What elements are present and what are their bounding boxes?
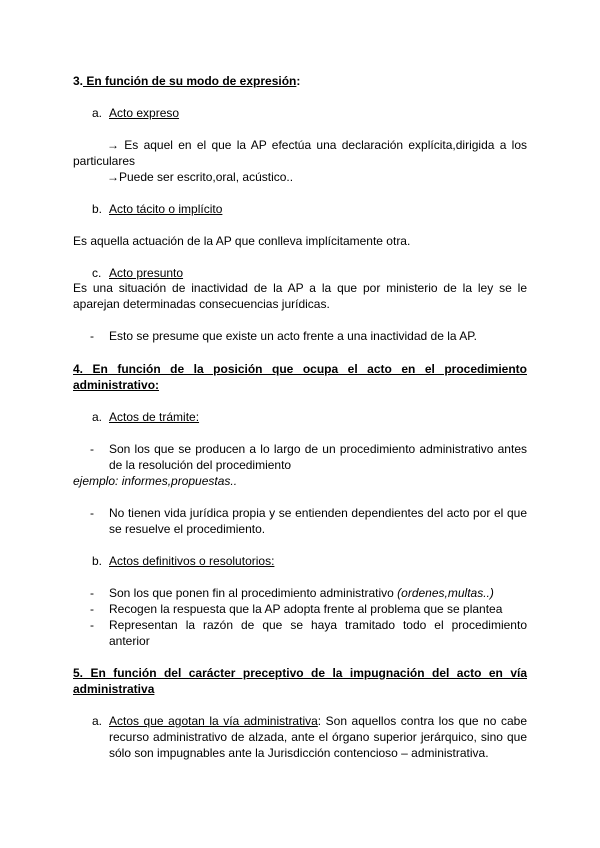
item-4a-example: ejemplo: informes,propuestas.. [73,474,238,488]
section-4-title-line1: 4. En función de la posición que ocupa el acto en el procedimiento [73,362,527,376]
bullet-dash: - [90,602,94,616]
item-4b-bullet3-line1: Representan la razón de que se haya tramitado todo el procedimiento [109,618,527,632]
item-4a-bullet2-line1: No tienen vida jurídica propia y se entienden dependientes del acto por el que [109,506,527,520]
section-3-colon: : [296,74,301,88]
item-4a-title: Actos de trámite: [109,410,200,424]
item-5a-line2: recurso administrativo de alzada, ante el órgano superior jerárquico, sino que [109,730,527,744]
item-5a-line1 [109,713,527,729]
item-4a-bullet1-line1: Son los que se producen a lo largo de un procedimiento administrativo antes [109,442,527,456]
bullet-dash: - [90,618,94,632]
item-3a-line3: →Puede ser escrito,oral, acústico.. [107,170,294,184]
item-3b-label: b. [92,202,103,216]
item-4a-bullet2-line2: se resuelve el procedimiento. [109,522,266,536]
item-4b-bullet3-line2: anterior [109,634,150,648]
item-3c-line1: Es una situación de inactividad de la AP a la que por ministerio de la ley se le [73,281,527,295]
item-4b-title: Actos definitivos o resolutorios: [109,554,275,568]
item-4a-bullet1-line2: de la resolución del procedimiento [109,458,292,472]
item-3b-title: Acto tácito o implícito [109,202,223,216]
bullet-dash: - [90,329,94,343]
section-3-number: 3. [73,74,84,88]
item-5a-line1-rest: : Son aquellos contra los que no cabe [317,714,528,728]
item-4b-bullet1-text: Son los que ponen fin al procedimiento administrativo [109,586,398,600]
item-4b-label: b. [92,554,103,568]
item-4b-bullet1-italic: (ordenes,multas..) [397,586,494,600]
section-3-heading [73,73,300,89]
item-5a-line3: sólo son impugnables ante la Jurisdicción contencioso – administrativa. [109,746,489,760]
item-3c-label: c. [92,266,102,280]
item-3a-label: a. [92,106,103,120]
section-5-title-line2: administrativa [73,682,155,696]
item-3b-text: Es aquella actuación de la AP que conlleva implícitamente otra. [73,234,411,248]
item-3a-line1: → Es aquel en el que la AP efectúa una declaración explícita,dirigida a los [107,138,527,152]
bullet-dash: - [90,586,94,600]
section-5-title-line1: 5. En función del carácter preceptivo de la impugnación del acto en vía [73,666,527,680]
item-3c-title: Acto presunto [109,266,184,280]
item-4b-bullet2: Recogen la respuesta que la AP adopta frente al problema que se plantea [109,602,503,616]
section-3-title: En función de su modo de expresión [83,74,297,88]
item-3c-bullet: Esto se presume que existe un acto frente a una inactividad de la AP. [109,329,478,343]
item-5a-label: a. [92,714,103,728]
item-3a-title: Acto expreso [109,106,180,120]
bullet-dash: - [90,506,94,520]
bullet-dash: - [90,442,94,456]
item-3a-line2: particulares [73,154,136,168]
section-4-title-line2: administrativo: [73,378,160,392]
item-4b-bullet1 [109,585,494,601]
item-3c-line2: aparejan determinadas consecuencias jurídicas. [73,297,330,311]
item-4a-label: a. [92,410,103,424]
item-5a-title: Actos que agotan la vía administrativa [109,714,318,728]
